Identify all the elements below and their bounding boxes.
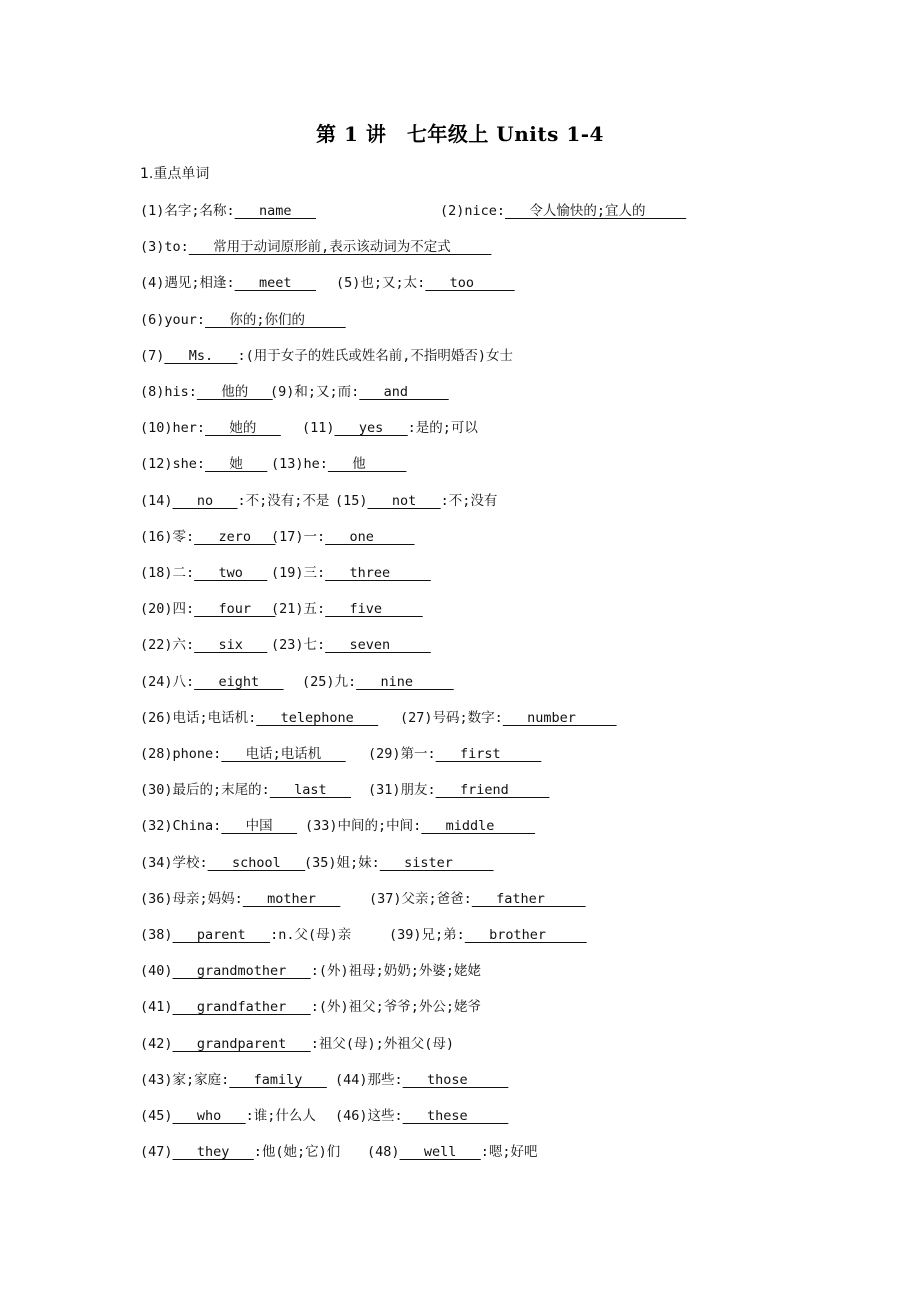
item-prompt: (14) — [140, 492, 173, 509]
answer-blank: zero — [194, 528, 276, 545]
answer-blank: six — [194, 637, 268, 654]
answer-blank: 令人愉快的;宜人的 — [505, 203, 687, 219]
vocab-item — [271, 598, 423, 620]
vocab-item — [140, 309, 346, 331]
item-prompt: (2)nice: — [440, 203, 506, 219]
answer-blank: and — [359, 384, 449, 400]
item-prompt: (15) — [335, 492, 368, 509]
item-prompt: (5)也;又;太: — [336, 275, 426, 292]
answer-blank: seven — [325, 637, 431, 654]
item-definition: :是的;可以 — [407, 420, 478, 437]
item-prompt: (41) — [140, 999, 173, 1016]
item-prompt: (22)六: — [140, 637, 195, 654]
answer-blank: 你的;你们的 — [205, 311, 346, 328]
item-prompt: (42) — [140, 1035, 173, 1052]
answer-blank: first — [435, 746, 542, 762]
vocab-item — [140, 852, 305, 874]
section-heading: 1.重点单词 — [140, 166, 210, 182]
answer-blank: school — [207, 854, 306, 871]
vocab-item — [140, 490, 329, 512]
answer-blank: 她 — [205, 456, 268, 473]
item-prompt: (46)这些: — [335, 1108, 403, 1124]
item-prompt: (11) — [302, 420, 335, 437]
item-prompt: (45) — [140, 1108, 173, 1124]
vocab-item — [140, 236, 491, 258]
vocab-item — [335, 1069, 508, 1091]
answer-blank: well — [399, 1144, 481, 1161]
item-prompt: (8)his: — [140, 384, 197, 400]
vocab-item — [140, 743, 346, 765]
answer-blank: number — [502, 709, 617, 726]
vocab-item — [140, 200, 316, 222]
answer-blank: middle — [421, 818, 536, 835]
vocab-item — [140, 562, 267, 584]
item-prompt: (26)电话;电话机: — [140, 709, 257, 726]
vocab-item — [302, 417, 478, 439]
item-definition: :祖父(母);外祖父(母) — [310, 1035, 454, 1052]
answer-blank: telephone — [256, 709, 379, 726]
vocab-item — [140, 924, 351, 946]
item-prompt: (13)he: — [271, 456, 328, 473]
item-prompt: (33)中间的;中间: — [305, 818, 422, 835]
answer-blank: friend — [435, 782, 550, 799]
item-prompt: (40) — [140, 963, 173, 980]
answer-blank: 电话;电话机 — [221, 746, 346, 762]
item-prompt: (21)五: — [271, 601, 326, 618]
item-prompt: (47) — [140, 1144, 173, 1161]
vocab-item — [140, 1033, 454, 1055]
answer-blank: last — [269, 782, 352, 799]
item-definition: :不;没有;不是 — [237, 492, 330, 509]
answer-blank: name — [234, 203, 316, 219]
answer-blank: meet — [234, 275, 316, 292]
item-prompt: (30)最后的;末尾的: — [140, 782, 270, 799]
vocab-item — [140, 526, 275, 548]
item-definition: :他(她;它)们 — [253, 1144, 341, 1161]
item-definition: :不;没有 — [440, 492, 498, 509]
answer-blank: two — [194, 565, 268, 581]
item-prompt: (17)一: — [271, 528, 326, 545]
vocab-item — [271, 453, 406, 475]
item-definition: :谁;什么人 — [245, 1108, 316, 1124]
item-prompt: (34)学校: — [140, 854, 208, 871]
vocab-item — [140, 1105, 316, 1127]
item-prompt: (29)第一: — [368, 746, 436, 762]
vocab-item — [271, 562, 431, 584]
vocab-item — [140, 272, 316, 294]
vocab-item — [369, 888, 586, 910]
item-prompt: (16)零: — [140, 528, 195, 545]
vocab-item — [271, 634, 431, 656]
item-prompt: (38) — [140, 927, 173, 943]
item-prompt: (39)兄;弟: — [389, 927, 465, 943]
answer-blank: father — [471, 890, 586, 907]
answer-blank: one — [325, 528, 415, 545]
answer-blank: five — [325, 601, 423, 618]
item-prompt: (32)China: — [140, 818, 222, 835]
item-prompt: (24)八: — [140, 673, 195, 690]
answer-blank: these — [402, 1108, 509, 1124]
answer-blank: yes — [334, 420, 408, 437]
vocab-item — [140, 815, 297, 837]
item-prompt: (48) — [367, 1144, 400, 1161]
vocab-item — [389, 924, 587, 946]
answer-blank: they — [172, 1144, 254, 1161]
vocab-item — [140, 381, 273, 403]
item-prompt: (20)四: — [140, 601, 195, 618]
item-prompt: (23)七: — [271, 637, 326, 654]
item-prompt: (18)二: — [140, 565, 195, 581]
item-prompt: (31)朋友: — [368, 782, 436, 799]
answer-blank: grandfather — [172, 999, 311, 1016]
answer-blank: grandparent — [172, 1035, 311, 1052]
answer-blank: mother — [242, 890, 341, 907]
vocab-item — [140, 960, 481, 982]
vocab-item — [336, 272, 515, 294]
vocab-item — [140, 888, 340, 910]
answer-blank: nine — [356, 673, 454, 690]
answer-blank: sister — [379, 854, 494, 871]
item-prompt: (36)母亲;妈妈: — [140, 890, 243, 907]
item-prompt: (44)那些: — [335, 1071, 403, 1088]
item-prompt: (27)号码;数字: — [400, 709, 503, 726]
vocab-item — [140, 453, 267, 475]
answer-blank: family — [229, 1071, 327, 1088]
vocab-item — [140, 1069, 327, 1091]
answer-blank: eight — [194, 673, 284, 690]
item-prompt: (3)to: — [140, 239, 189, 256]
vocab-item — [140, 707, 378, 729]
answer-blank: those — [402, 1071, 509, 1088]
vocab-item — [305, 815, 535, 837]
answer-blank: 中国 — [221, 818, 298, 835]
item-prompt: (7) — [140, 347, 165, 364]
item-prompt: (43)家;家庭: — [140, 1071, 230, 1088]
item-prompt: (25)九: — [302, 673, 357, 690]
answer-blank: three — [325, 565, 431, 581]
vocab-item — [140, 671, 284, 693]
item-prompt: (4)遇见;相逢: — [140, 275, 235, 292]
item-prompt: (9)和;又;而: — [270, 384, 360, 400]
vocab-item — [140, 1141, 340, 1163]
vocab-item — [140, 598, 275, 620]
item-prompt: (1)名字;名称: — [140, 203, 235, 219]
page-title: 第 1 讲 七年级上 Units 1-4 — [316, 122, 604, 146]
vocab-item — [400, 707, 617, 729]
item-definition: :(用于女子的姓氏或姓名前,不指明婚否)女士 — [237, 347, 514, 364]
vocab-item — [140, 345, 513, 367]
item-prompt: (10)her: — [140, 420, 206, 437]
vocab-item — [140, 634, 267, 656]
answer-blank: brother — [464, 927, 587, 943]
vocab-item — [367, 1141, 538, 1163]
answer-blank: parent — [172, 927, 271, 943]
vocab-item — [440, 200, 686, 222]
vocab-item — [140, 417, 281, 439]
vocab-item — [140, 996, 481, 1018]
answer-blank: Ms. — [164, 347, 238, 364]
answer-blank: 他的 — [196, 384, 273, 400]
item-prompt: (28)phone: — [140, 746, 222, 762]
vocab-item — [271, 526, 415, 548]
vocab-item — [368, 743, 541, 765]
vocab-item — [140, 779, 351, 801]
answer-blank: four — [194, 601, 276, 618]
answer-blank: no — [172, 492, 238, 509]
answer-blank: 常用于动词原形前,表示该动词为不定式 — [188, 239, 492, 256]
item-prompt: (35)姐;妹: — [304, 854, 380, 871]
answer-blank: grandmother — [172, 963, 311, 980]
item-prompt: (6)your: — [140, 311, 206, 328]
item-prompt: (12)she: — [140, 456, 206, 473]
vocab-item — [302, 671, 454, 693]
vocab-item — [368, 779, 549, 801]
vocab-item — [335, 1105, 508, 1127]
vocab-item — [335, 490, 497, 512]
answer-blank: not — [367, 492, 441, 509]
answer-blank: 他 — [327, 456, 407, 473]
item-definition: :n.父(母)亲 — [270, 927, 352, 943]
answer-blank: too — [425, 275, 515, 292]
vocab-item — [304, 852, 494, 874]
item-prompt: (37)父亲;爸爸: — [369, 890, 472, 907]
item-prompt: (19)三: — [271, 565, 326, 581]
answer-blank: who — [172, 1108, 246, 1124]
item-definition: :嗯;好吧 — [480, 1144, 538, 1161]
answer-blank: 她的 — [205, 420, 281, 437]
item-definition: :(外)祖父;爷爷;外公;姥爷 — [310, 999, 481, 1016]
item-definition: :(外)祖母;奶奶;外婆;姥姥 — [310, 963, 481, 980]
vocab-item — [270, 381, 449, 403]
